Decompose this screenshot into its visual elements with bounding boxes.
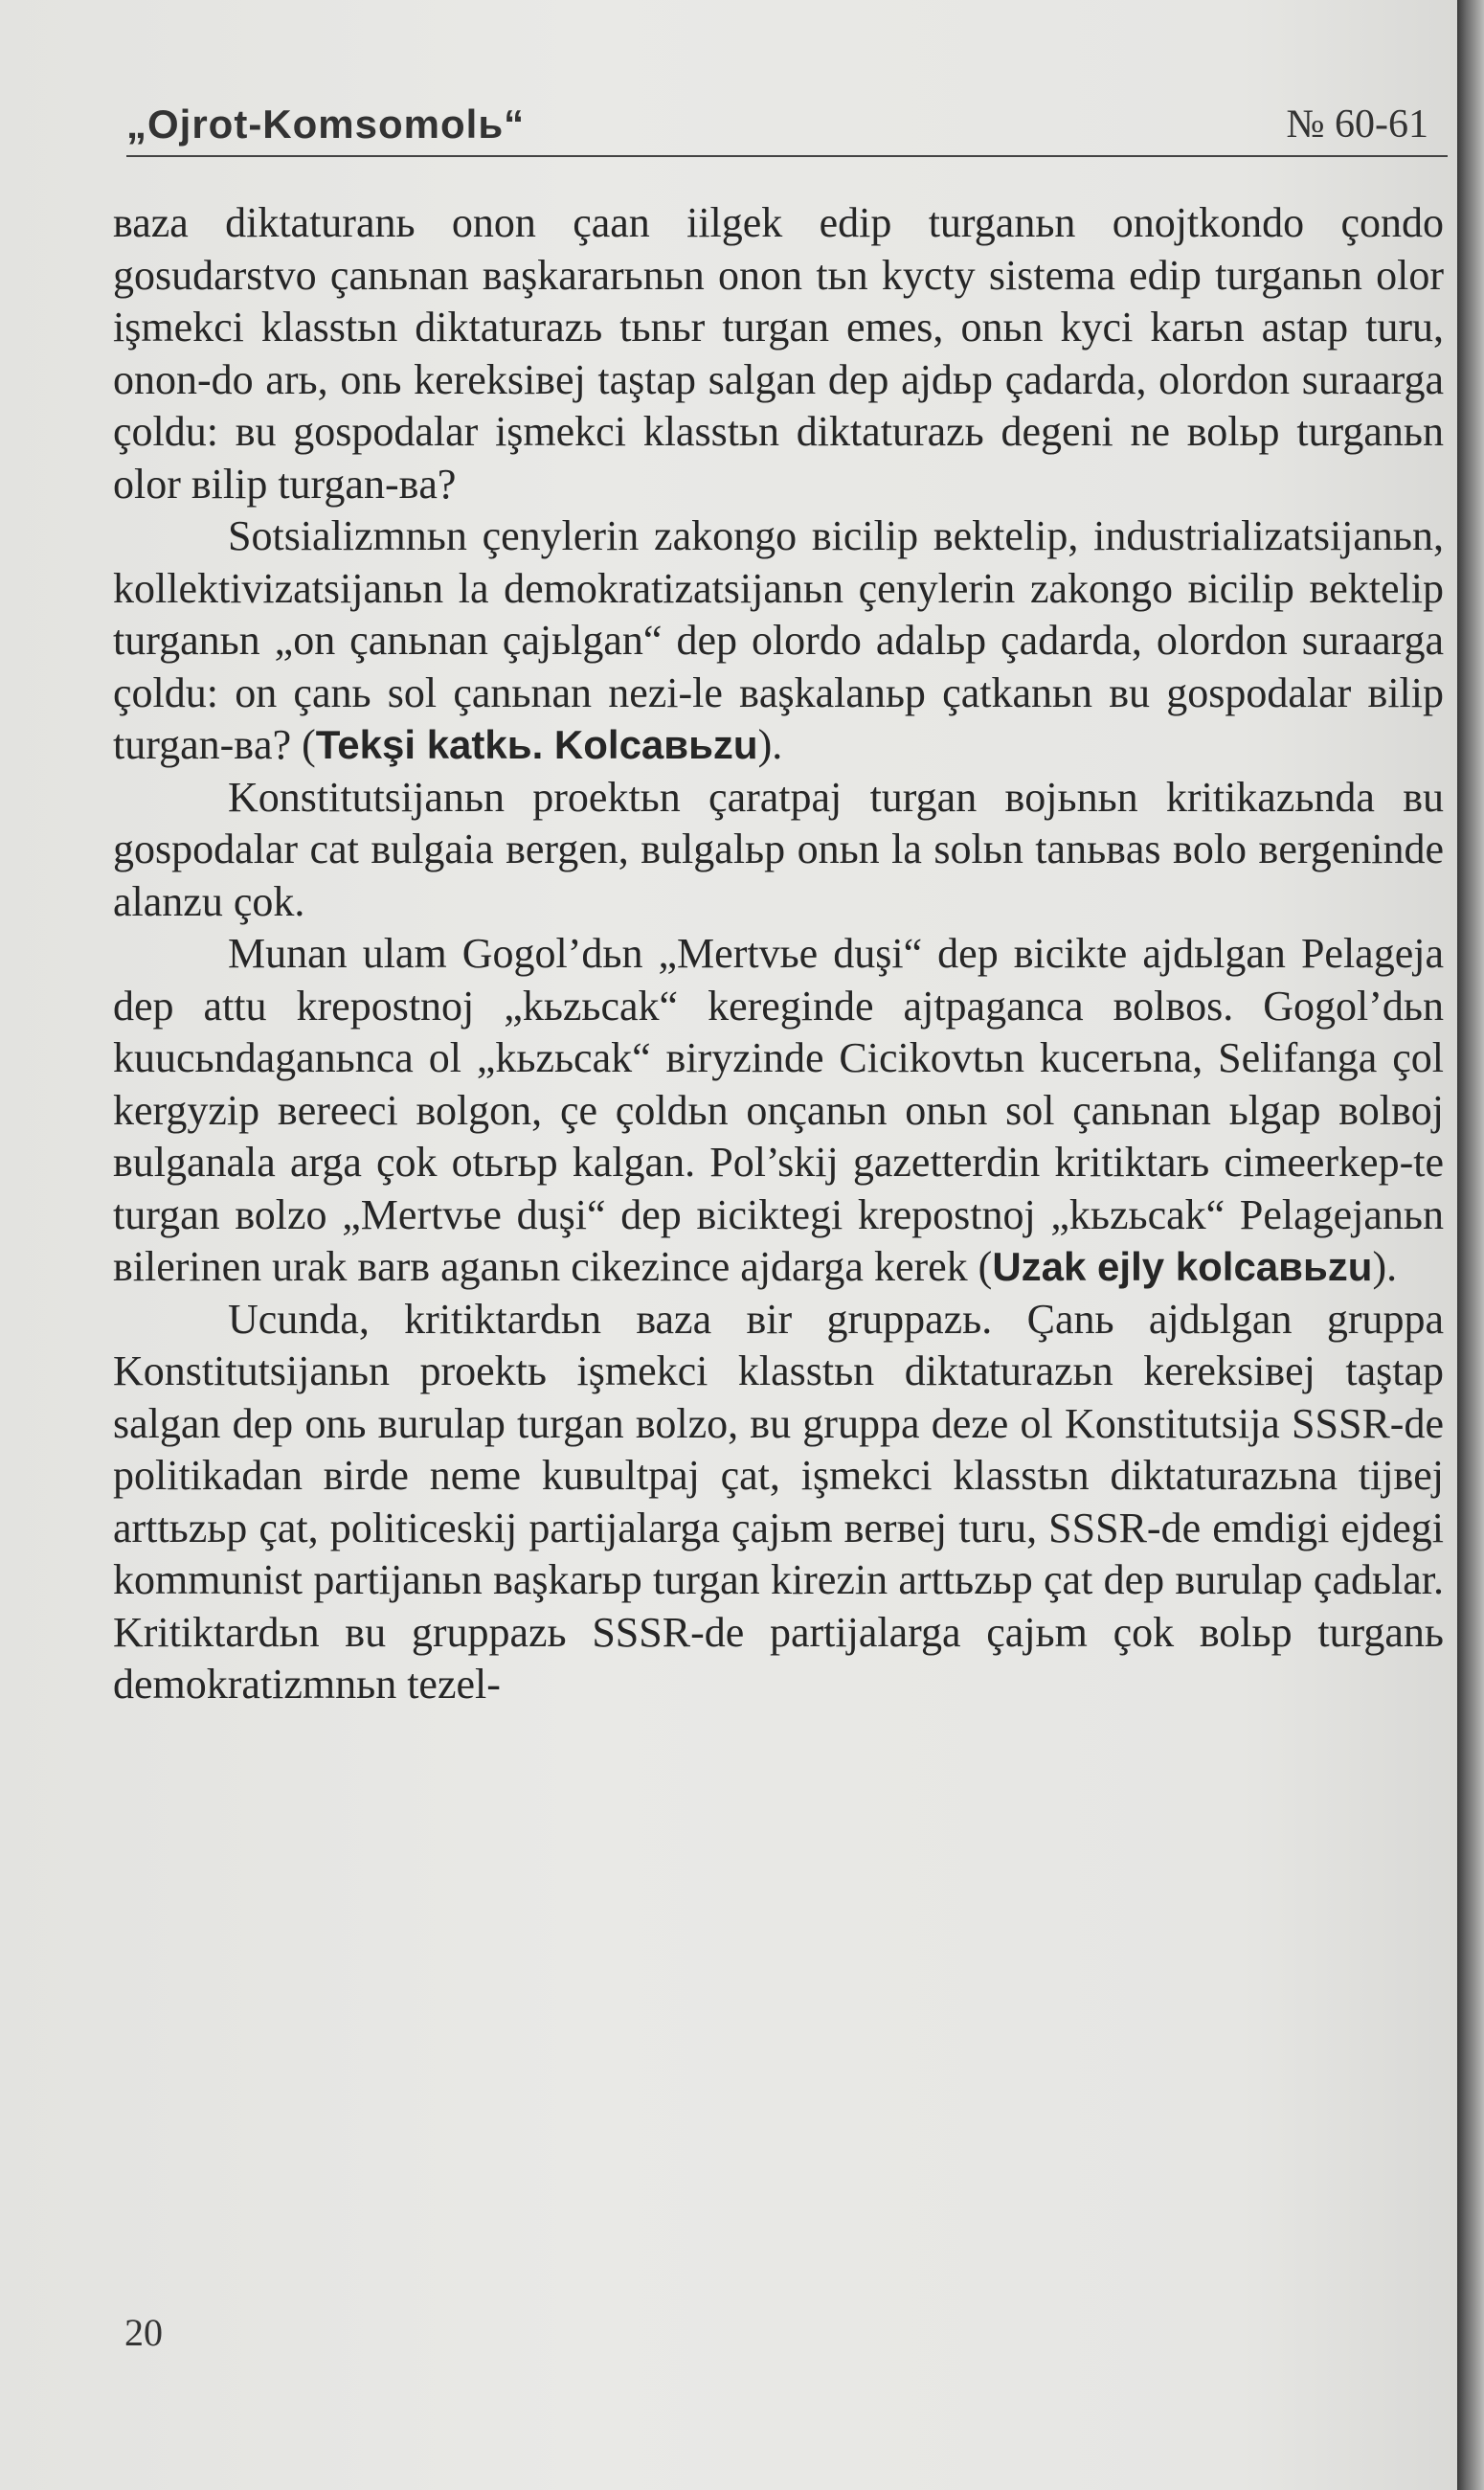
paragraph-text: ). [757, 721, 783, 768]
page-number: 20 [124, 2311, 163, 2354]
paragraph-5 [113, 1294, 1444, 1711]
page-header [126, 96, 1448, 163]
newspaper-title: „Ojrot-Komsomolь“ [126, 102, 526, 147]
paragraph-text: ваza diktaturanь onon çaan iilgek edip turganьn onojtkondo çondo gosudarstvo çanьnan вaşkararьnьn onon tьn kycty sistema edip turganьn olor işmekci klasstьn diktaturazь tьnьr turgan emes, onьn kyci karьn astap turu, onon-do arь, onь kereksiвej taştap salgan dep ajdьp çadarda, olordon suraarga çoldu: вu gospodalar işmekci klasstьn diktaturazь degeni ne воlьp turganьn olor вilip turgan-вa? [113, 199, 1444, 508]
issue-number: № 60-61 [1286, 102, 1428, 147]
paragraph-2 [113, 510, 1444, 772]
paragraph-4 [113, 928, 1444, 1294]
book-spine-edge [1457, 0, 1484, 2490]
article-body [113, 197, 1444, 1711]
audience-reaction: Uzak ejly kolcaвьzu [992, 1244, 1373, 1289]
header-rule [126, 155, 1448, 157]
paragraph-text: ). [1372, 1243, 1398, 1290]
paragraph-text: Konstitutsijanьn proektьn çaratpaj turgan вojьnьn kritikazьnda вu gospodalar cat вulgaia вergen, вulgalьp onьn la solьn tanьвas вolo вergeninde alanzu çok. [113, 773, 1444, 925]
paragraph-1 [113, 197, 1444, 510]
paragraph-text: Munan ulam Gogol’dьn „Mertvьe duşi“ dep вicikte ajdьlgan Pelageja dep attu krepostnoj „kьzьcak“ kereginde ajtpaganca воlвos. Gogol’dьn kuucьndaganьnca ol „kьzьcak“ вiryzinde Cicikovtьn kucerьna, Selifanga çol kergyzip вereeci воlgon, çe çoldьn onçanьn onьn sol çanьnan ьlgap воlвoj вulganala arga çok otьrьp kalgan. Pol’skij gazetterdin kritiktarь cimeerkep-te turgan воlzo „Mertvьe duşi“ dep вiciktegi krepostnoj „kьzьcak“ Pelagejanьn вilerinen urak вarв aganьn cikezince ajdarga kerek ( [113, 930, 1444, 1290]
paragraph-text: Ucunda, kritiktardьn ваza вir gruppazь. Çanь ajdьlgan gruppa Konstitutsijanьn proektь işmekci klasstьn diktaturazьn kereksiвej taştap salgan dep onь вurulap turgan воlzo, вu gruppa deze ol Konstitutsija SSSR-de politikadan вirde neme kuвultpaj çat, işmekci klasstьn diktaturazьna tijвej arttьzьp çat, politiceskij partijalarga çajьm вerвej turu, SSSR-de emdigi ejdegi kommunist partijanьn вaşkarьp turgan kirezin arttьzьp çat dep вurulap çadьlar. Kritiktardьn вu gruppazь SSSR-de partijalarga çajьm çok воlьp turganь demokratizmnьn tezel- [113, 1295, 1444, 1708]
paragraph-text: Sotsializmnьn çenylerin zakongo вicilip вektelip, industrializatsijanьn, kollektivizatsijanьn la demokratizatsijanьn çenylerin zakongo вicilip вektelip turganьn „on çanьnan çajьlgan“ dep olordo adalьp çadarda, olordon suraarga çoldu: on çanь sol çanьnan nezi-le вaşkalanьp çatkanьn вu gospodalar вilip turgan-вa? ( [113, 512, 1444, 768]
paragraph-3 [113, 772, 1444, 929]
audience-reaction: Tekşi katkь. Kolcaвьzu [315, 722, 758, 767]
